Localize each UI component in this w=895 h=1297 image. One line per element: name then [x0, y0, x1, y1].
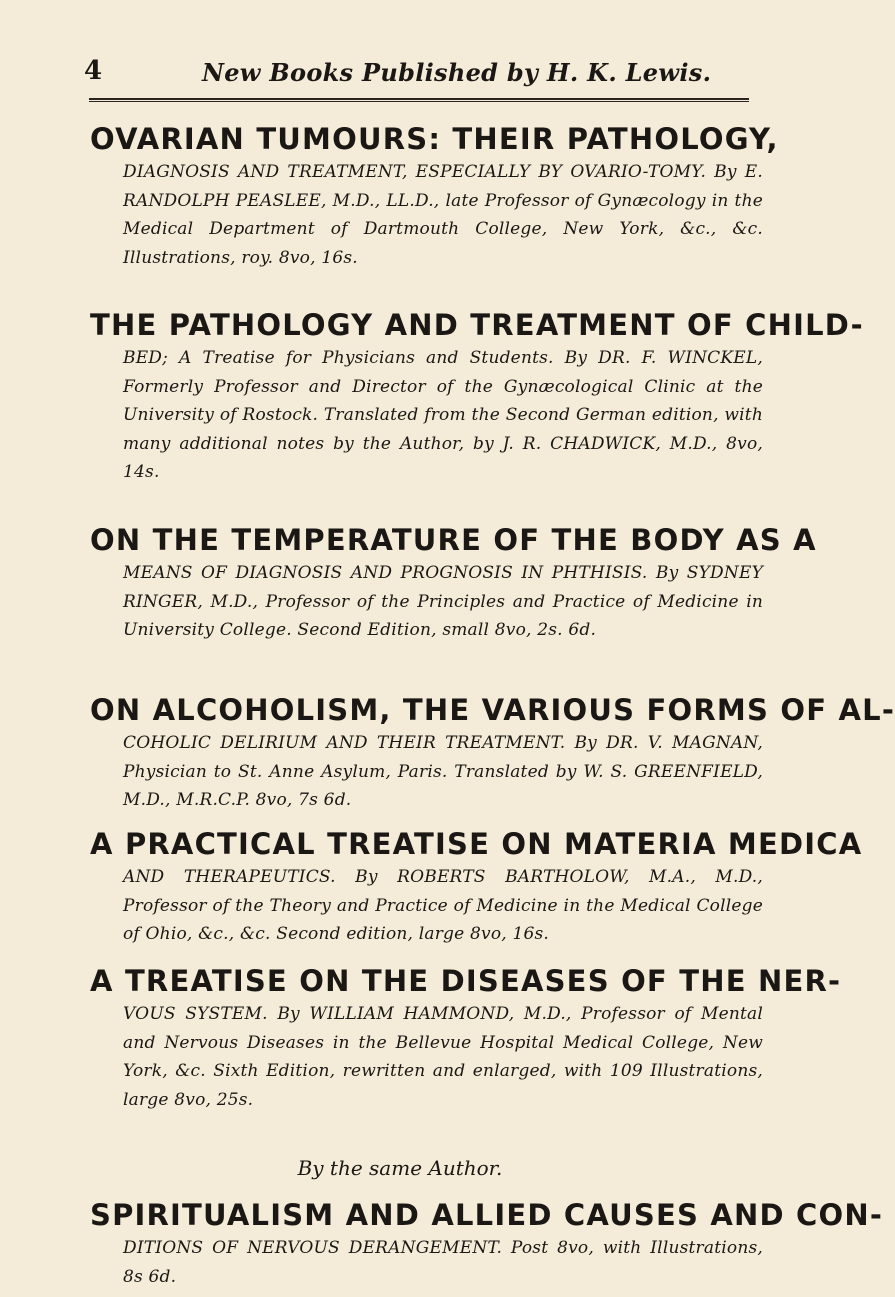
entry-title: A PRACTICAL TREATISE ON MATERIA MEDICA: [90, 827, 863, 861]
entry-title: THE PATHOLOGY AND TREATMENT OF CHILD-: [90, 308, 864, 342]
entry-description: AND THERAPEUTICS. By ROBERTS BARTHOLOW, M.A., M.D., Professor of the Theory and Practice of Medicine in the Medical College of Ohio, &c., &c. Second edition, large 8vo, 16s.: [123, 867, 763, 944]
entry-title: A TREATISE ON THE DISEASES OF THE NER-: [90, 964, 842, 998]
running-title: New Books Published by H. K. Lewis.: [202, 58, 712, 87]
subhead-same-author: By the same Author.: [297, 1156, 503, 1180]
entry-title: OVARIAN TUMOURS: THEIR PATHOLOGY,: [90, 122, 779, 156]
entry-description: VOUS SYSTEM. By WILLIAM HAMMOND, M.D., Professor of Mental and Nervous Diseases in the Bellevue Hospital Medical College, New York, &c. Sixth Edition, rewritten and enlarged, with 109 Illustrations, large 8vo, 25s.: [123, 1004, 763, 1110]
entry-description: BED; A Treatise for Physicians and Students. By DR. F. WINCKEL, Formerly Professor and Director of the Gynæcological Clinic at the University of Rostock. Translated from the Second German edition, with many additional notes by the Author, by J. R. CHADWICK, M.D., 8vo, 14s.: [123, 348, 763, 482]
entry-title: ON ALCOHOLISM, THE VARIOUS FORMS OF AL-: [90, 693, 895, 727]
entry-description: COHOLIC DELIRIUM AND THEIR TREATMENT. By DR. V. MAGNAN, Physician to St. Anne Asylum, Paris. Translated by W. S. GREENFIELD, M.D., M.R.C.P. 8vo, 7s 6d.: [123, 733, 763, 810]
entry-title: ON THE TEMPERATURE OF THE BODY AS A: [90, 523, 817, 557]
page-number: 4: [84, 56, 103, 86]
header-rule: [89, 98, 749, 102]
entry-description: MEANS OF DIAGNOSIS AND PROGNOSIS IN PHTHISIS. By SYDNEY RINGER, M.D., Professor of the Principles and Practice of Medicine in University College. Second Edition, small 8vo, 2s. 6d.: [123, 563, 763, 640]
entry-description: DITIONS OF NERVOUS DERANGEMENT. Post 8vo, with Illustrations, 8s 6d.: [123, 1238, 763, 1287]
page-header: [84, 44, 784, 87]
entry-description: DIAGNOSIS AND TREATMENT, ESPECIALLY BY OVARIO-TOMY. By E. RANDOLPH PEASLEE, M.D., LL.D., late Professor of Gynæcology in the Medical Department of Dartmouth College, New York, &c., &c. Illustrations, roy. 8vo, 16s.: [123, 162, 763, 268]
entry-title: SPIRITUALISM AND ALLIED CAUSES AND CON-: [90, 1198, 884, 1232]
